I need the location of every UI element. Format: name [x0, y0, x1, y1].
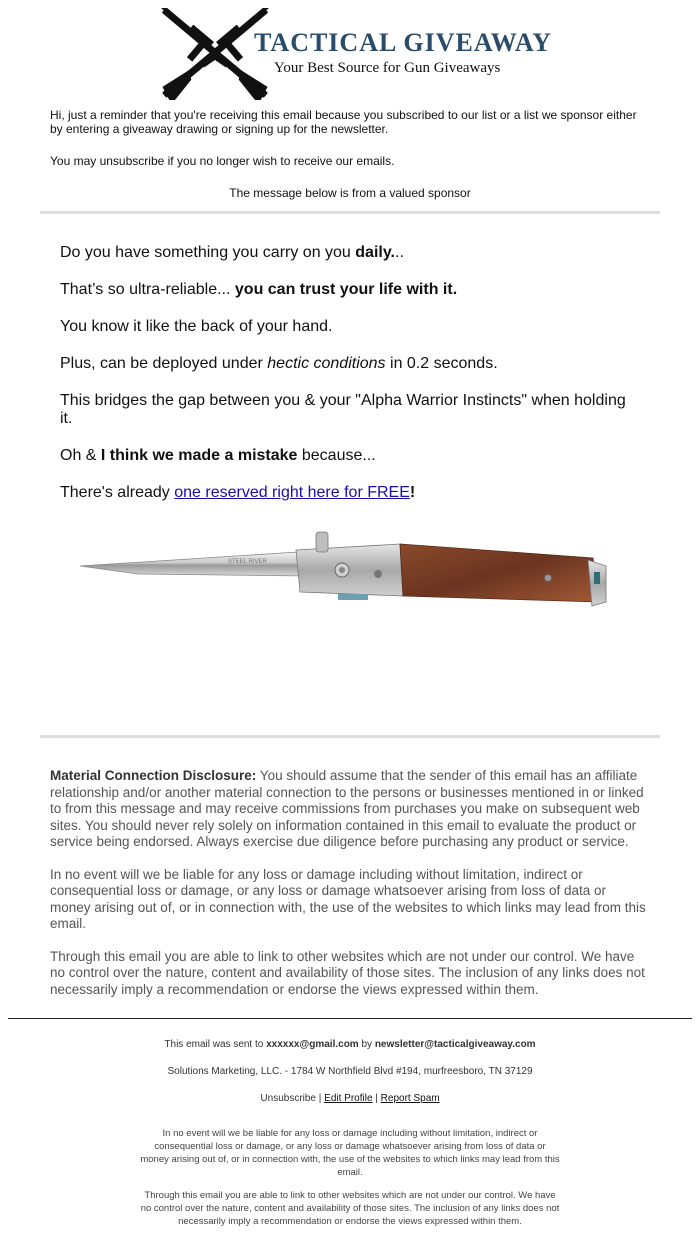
email-footer [0, 1038, 700, 1238]
brand-tagline: Your Best Source for Gun Giveaways [274, 60, 501, 76]
subscription-reminder: Hi, just a reminder that you're receiving this email because you subscribed to our list or a list we sponsor either by entering a giveaway drawing or signing up for the newsletter. [50, 108, 637, 136]
edit-profile-link[interactable]: Edit Profile [324, 1093, 373, 1104]
footer-divider [8, 1018, 692, 1019]
message-line-6: Oh & I think we made a mistake because... [60, 447, 376, 464]
brand-title: TACTICAL GIVEAWAY [254, 28, 553, 57]
sent-to-line: This email was sent to xxxxxx@gmail.com by newsletter@tacticalgiveaway.com [164, 1039, 536, 1050]
brand-logo[interactable] [150, 8, 560, 98]
recipient-email: xxxxxx@gmail.com [266, 1039, 359, 1050]
message-line-2: That’s so ultra-reliable... you can trust your life with it. [60, 281, 458, 298]
sponsor-message [60, 244, 640, 521]
knife-product-image[interactable] [78, 522, 608, 622]
company-address: Solutions Marketing, LLC. - 1784 W Northfield Blvd #194, murfreesboro, TN 37129 [167, 1066, 533, 1077]
intro-section [50, 108, 650, 186]
unsubscribe-link[interactable]: Unsubscribe [260, 1093, 316, 1104]
external-links-disclaimer: Through this email you are able to link to other websites which are not under our control. We have no control over the nature, content and availability of those sites. The inclusion of any links does not necessarily imply a recommendation or endorse the views expressed within them. [50, 948, 645, 997]
divider-middle [40, 735, 660, 738]
divider-top [40, 211, 660, 214]
disclosure-section [50, 768, 650, 1014]
message-line-1: Do you have something you carry on you daily... [60, 244, 404, 261]
report-spam-link[interactable]: Report Spam [380, 1093, 440, 1104]
message-line-3: You know it like the back of your hand. [60, 318, 333, 335]
message-line-7: There's already one reserved right here for FREE! [60, 484, 416, 501]
liability-disclaimer: In no event will we be liable for any loss or damage including without limitation, indirect or consequential loss or damage, or any loss or damage whatsoever arising from loss of data or money arising out of, or in connection with, the use of the websites to which links may lead from this email. [50, 866, 646, 931]
unsubscribe-note: You may unsubscribe if you no longer wish to receive our emails. [50, 154, 395, 168]
footer-links-disclaimer: Through this email you are able to link to other websites which are not under our control. We have no control over the nature, content and availability of those sites. The inclusion of any links does not necessarily imply a recommendation or endorse the views expressed within them. [140, 1190, 560, 1227]
free-offer-link[interactable]: one reserved right here for FREE [174, 484, 410, 501]
sponsor-note: The message below is from a valued sponsor [229, 186, 471, 200]
message-line-4: Plus, can be deployed under hectic conditions in 0.2 seconds. [60, 355, 498, 372]
footer-links: Unsubscribe | Edit Profile | Report Spam [260, 1093, 440, 1104]
message-line-5: This bridges the gap between you & your "Alpha Warrior Instincts" when holding it. [60, 392, 626, 427]
knife-blade-engraving: STEEL RIVER [228, 559, 267, 565]
sender-email: newsletter@tacticalgiveaway.com [374, 1039, 536, 1050]
footer-liability-disclaimer: In no event will we be liable for any loss or damage including without limitation, indirect or consequential loss or damage, or any loss or damage whatsoever arising from loss of data or money arising out of, or in connection with, the use of the websites to which links may lead from this email. [140, 1128, 560, 1178]
material-connection-disclosure: Material Connection Disclosure: You should assume that the sender of this email has an affiliate relationship and/or another material connection to the persons or businesses mentioned in or linked to from this message and may receive commissions from purchases you make on subsequent web sites. You should never rely solely on information contained in this email to evaluate the product or service being endorsed. Always exercise due diligence before purchasing any product or service. [50, 768, 644, 849]
